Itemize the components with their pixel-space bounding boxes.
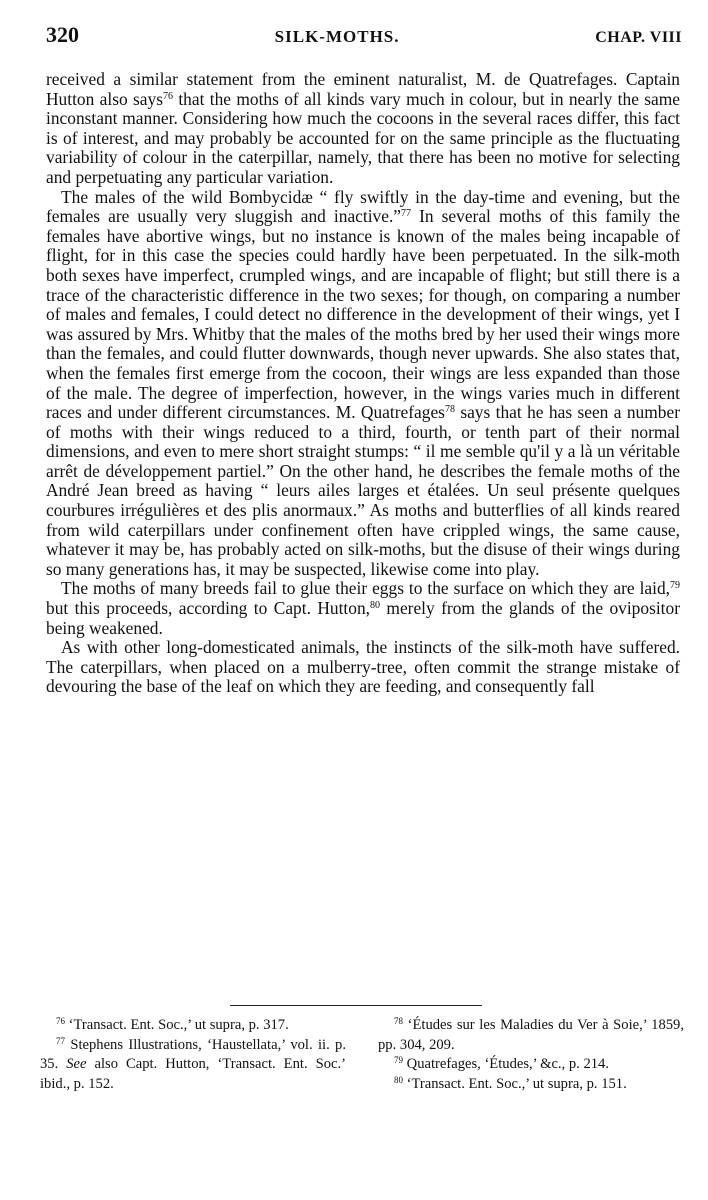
paragraph (46, 638, 680, 697)
footnote (378, 1055, 684, 1075)
footnotes (40, 1016, 684, 1094)
footnote-ref: 78 (394, 1016, 403, 1026)
text-run: says that he has seen a number of moths with their wings reduced to a third, fourth, or tenth part of their normal dimensions, and even to mere short straight stumps: “ il me semble qu'il y a là un véritable arrêt de développement partiel.” On the other hand, he describes the female moths of the André Jean breed as having “ leurs ailes larges et étalées. Un seul présente quelques courbures irrégulières et des plis anormaux.” As moths and butterflies of all kinds reared from wild caterpillars under confinement often have crippled wings, the same cause, whatever it may be, has probably acted on silk-moths, but the disuse of their wings during so many generations has, it may be suspected, likewise come into play. (46, 402, 680, 579)
text-run: also Capt. Hutton, ‘Transact. Ent. Soc.’ ibid., p. 152. (40, 1056, 347, 1092)
text-run: that the moths of all kinds vary much in colour, but in nearly the same inconstant manner. Considering how much the cocoons in the several races differ, this fact is of interest, and may probably be accounted for on the same principle as the fluctuating variability of colour in the caterpillar, namely, that there has been no motive for selecting and perpetuating any particular variation. (46, 88, 680, 187)
page-header (46, 22, 682, 52)
footnote-ref: 78 (444, 404, 455, 416)
footnote-ref: 79 (394, 1055, 403, 1065)
text-run: The moths of many breeds fail to glue their eggs to the surface on which they are laid, (61, 578, 670, 599)
paragraph (46, 579, 680, 638)
text-run: In several moths of this family the females have abortive wings, but no instance is known of the males being incapable of flight, for in this case the species could hardly have been perpetuated. In the silk-moth both sexes have imperfect, crumpled wings, and are incapable of flight; but still there is a trace of the characteristic difference in the two sexes; for though, on comparing a number of males and females, I could detect no difference in the development of their wings, yet I was assured by Mrs. Whitby that the males of the moths bred by her used their wings more than the females, and could flutter downwards, though never upwards. She also states that, when the females first emerge from the cocoon, their wings are less expanded than those of the male. The degree of imperfection, however, in the wings varies much in different races and under different circumstances. M. Quatrefages (46, 206, 680, 423)
footnote-ref: 80 (370, 600, 380, 612)
footnote-divider (230, 1005, 482, 1006)
italic-text: See (66, 1056, 87, 1072)
footnote-column-right (378, 1016, 684, 1094)
text-run: ‘Études sur les Maladies du Ver à Soie,’ 1859, pp. 304, 209. (378, 1017, 684, 1053)
footnote-ref: 77 (56, 1035, 65, 1046)
footnote-ref: 80 (394, 1074, 403, 1085)
footnote-ref: 79 (670, 580, 680, 592)
paragraph (46, 188, 680, 580)
text-run: but this proceeds, according to Capt. Hutton, (46, 598, 370, 619)
text-run: As with other long-domesticated animals, the instincts of the silk-moth have suffered. The caterpillars, when placed on a mulberry-tree, often commit the strange mistake of devouring the base of the leaf on which they are feeding, and consequently fall (46, 637, 680, 697)
text-run: The males of the wild Bombycidæ “ fly swiftly in the day-time and evening, but the females are usually very sluggish and inactive.” (46, 186, 680, 227)
footnote (378, 1075, 684, 1095)
text-run: merely from the glands of the ovipositor being weakened. (46, 598, 680, 638)
footnote-column-left (40, 1016, 346, 1094)
paragraph (46, 70, 680, 188)
footnote (378, 1016, 684, 1055)
running-title: SILK-MOTHS. (274, 27, 400, 46)
page-number: 320 (46, 22, 79, 47)
footnote (40, 1016, 346, 1036)
text-run: Stephens Illustrations, ‘Haustellata,’ vol. ii. p. 35. (40, 1036, 346, 1072)
body-text (46, 70, 680, 697)
text-run: ‘Transact. Ent. Soc.,’ ut supra, p. 317. (65, 1017, 289, 1033)
footnote-ref: 77 (401, 208, 412, 220)
footnote-ref: 76 (56, 1016, 65, 1026)
text-run: Quatrefages, ‘Études,’ &c., p. 214. (403, 1056, 610, 1072)
text-run: ‘Transact. Ent. Soc.,’ ut supra, p. 151. (403, 1075, 627, 1092)
footnote (40, 1036, 346, 1095)
chapter-label: CHAP. VIII (595, 29, 682, 46)
footnote-ref: 76 (162, 90, 173, 102)
text-run: received a similar statement from the eminent naturalist, M. de Quatrefages. Captain Hutton also says (46, 69, 680, 109)
